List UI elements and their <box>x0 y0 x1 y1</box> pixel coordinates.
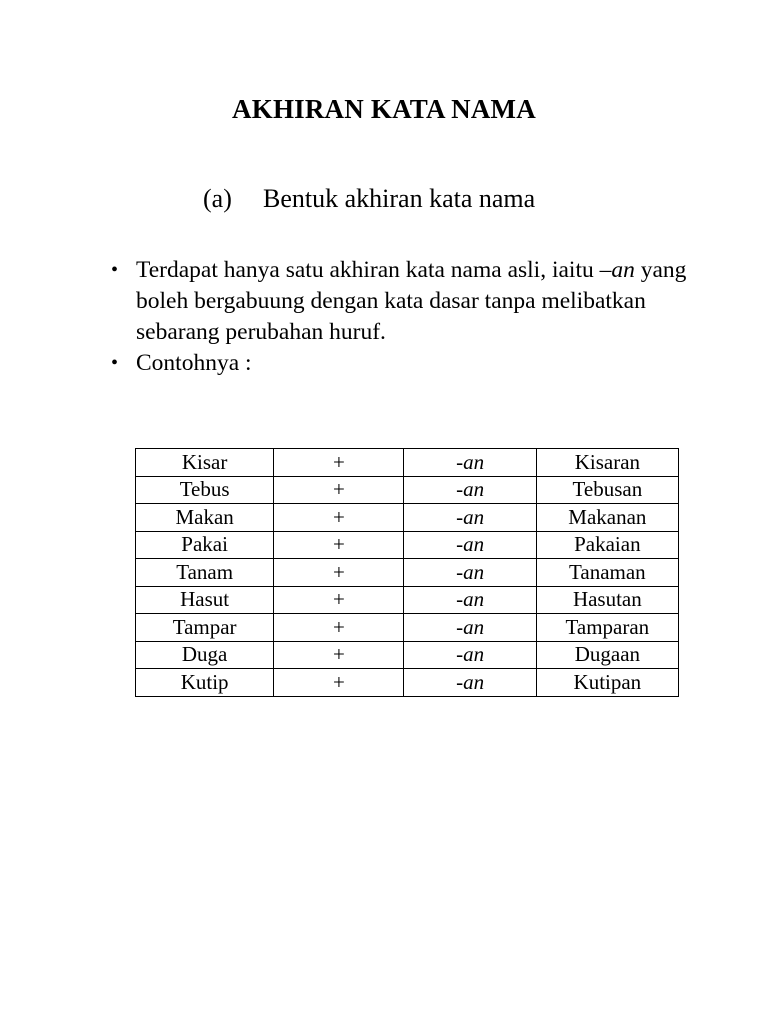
result-word-cell: Pakaian <box>536 531 678 559</box>
table-row <box>136 586 679 614</box>
bullet-text-start: Contohnya : <box>136 350 252 376</box>
base-word-cell: Duga <box>136 641 274 669</box>
result-word-cell: Dugaan <box>536 641 678 669</box>
base-word-cell: Tampar <box>136 614 274 642</box>
suffix-cell: -an <box>404 559 536 587</box>
bullet-text-start: Terdapat hanya satu akhiran kata nama asli, iaitu – <box>136 257 612 283</box>
list-item <box>108 348 728 379</box>
base-word-cell: Tanam <box>136 559 274 587</box>
suffix-cell: -an <box>404 614 536 642</box>
base-word-cell: Kisar <box>136 449 274 477</box>
list-item <box>108 255 728 348</box>
table-row <box>136 559 679 587</box>
bullet-list <box>108 255 728 379</box>
base-word-cell: Makan <box>136 504 274 532</box>
plus-sign-cell: + <box>274 531 404 559</box>
base-word-cell: Tebus <box>136 476 274 504</box>
suffix-cell: -an <box>404 669 536 697</box>
plus-sign-cell: + <box>274 504 404 532</box>
plus-sign-cell: + <box>274 559 404 587</box>
section-title: Bentuk akhiran kata nama <box>263 184 536 213</box>
base-word-cell: Kutip <box>136 669 274 697</box>
plus-sign-cell: + <box>274 586 404 614</box>
table-row <box>136 449 679 477</box>
plus-sign-cell: + <box>274 476 404 504</box>
result-word-cell: Kutipan <box>536 669 678 697</box>
section-heading <box>203 184 535 214</box>
table-row <box>136 669 679 697</box>
table-row <box>136 641 679 669</box>
suffix-cell: -an <box>404 531 536 559</box>
base-word-cell: Pakai <box>136 531 274 559</box>
suffix-cell: -an <box>404 641 536 669</box>
bullet-icon: • <box>111 259 119 281</box>
result-word-cell: Tanaman <box>536 559 678 587</box>
result-word-cell: Tebusan <box>536 476 678 504</box>
suffix-cell: -an <box>404 476 536 504</box>
plus-sign-cell: + <box>274 614 404 642</box>
bullet-text-italic: an <box>611 257 635 283</box>
result-word-cell: Tamparan <box>536 614 678 642</box>
result-word-cell: Kisaran <box>536 449 678 477</box>
result-word-cell: Hasutan <box>536 586 678 614</box>
plus-sign-cell: + <box>274 641 404 669</box>
suffix-cell: -an <box>404 449 536 477</box>
base-word-cell: Hasut <box>136 586 274 614</box>
table-row <box>136 614 679 642</box>
table-row <box>136 504 679 532</box>
section-marker: (a) <box>203 184 232 213</box>
suffix-cell: -an <box>404 504 536 532</box>
suffix-cell: -an <box>404 586 536 614</box>
bullet-icon: • <box>111 352 119 374</box>
page-title: AKHIRAN KATA NAMA <box>232 94 536 124</box>
bullet-text-end: yang boleh bergabuung dengan kata dasar tanpa melibatkan sebarang perubahan huruf. <box>136 257 687 345</box>
table-row <box>136 476 679 504</box>
table-body <box>136 449 679 697</box>
suffix-table <box>135 448 679 697</box>
table-row <box>136 531 679 559</box>
result-word-cell: Makanan <box>536 504 678 532</box>
plus-sign-cell: + <box>274 449 404 477</box>
plus-sign-cell: + <box>274 669 404 697</box>
